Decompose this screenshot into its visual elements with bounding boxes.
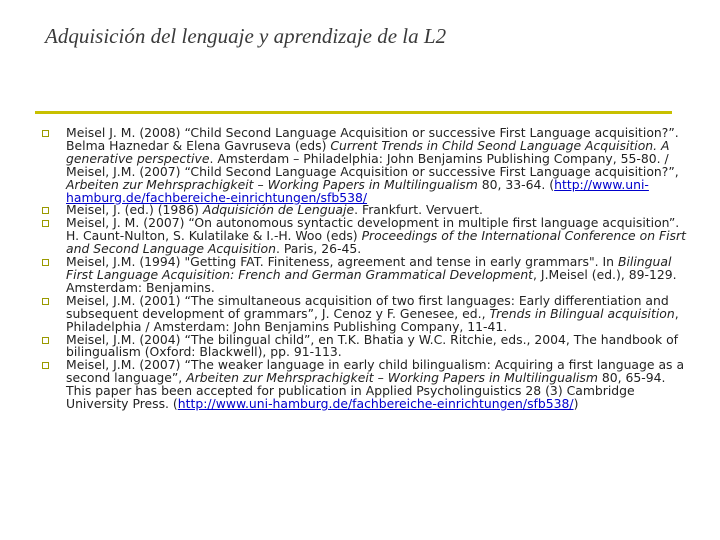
reference-text: 80, 33-64. (: [477, 176, 555, 192]
reference-text: 80, 65-94. This paper has been accepted for publication in Applied Psycholinguistics 28 (3) Cambridge University Press. (: [66, 370, 666, 412]
reference-item: [40, 331, 692, 360]
reference-italic: Bilingual First Language Acquisition: French and German Grammatical Development: [66, 254, 672, 282]
reference-text: Meisel, J.M. (2001) “The simultaneous acquisition of two first languages: Early differentiation and subsequent development of grammars”, J. Cenoz y F. Genesee, ed.,: [66, 292, 669, 321]
reference-item: [40, 292, 692, 334]
square-bullet-icon: [42, 337, 49, 344]
reference-link[interactable]: http://www.uni-hamburg.de/fachbereiche-einrichtungen/sfb538/: [177, 396, 574, 412]
reference-text: Meisel J. M. (2008) “Child Second Language Acquisition or successive First Language acquisition?”. Belma Haznedar & Elena Gavruseva (eds): [66, 125, 679, 153]
square-bullet-icon: [42, 298, 49, 305]
title-divider: [35, 111, 672, 114]
reference-text: Meisel, J.M. (2004) “The bilingual child”, en T.K. Bhatia y W.C. Ritchie, eds., 2004, The handbook of bilingualism (Oxford: Blackwell), pp. 91-113.: [66, 331, 679, 360]
reference-text: Meisel, J. M. (2007) “On autonomous syntactic development in multiple first language acquisition”. H. Caunt-Nulton, S. Kulatilake & I.-H. Woo (eds): [66, 215, 680, 244]
reference-italic: Arbeiten zur Mehrsprachigkeit – Working Papers in Multilingualism: [186, 370, 598, 386]
reference-text: , Philadelphia / Amsterdam: John Benjamins Publishing Company, 11-41.: [66, 305, 679, 334]
square-bullet-icon: [42, 130, 49, 137]
square-bullet-icon: [42, 259, 49, 266]
slide-title: Adquisición del lenguaje y aprendizaje de la L2: [45, 24, 447, 48]
reference-italic: Current Trends in Child Seond Language Acquisition. A generative perspective: [66, 137, 670, 166]
reference-text: Meisel, J.M. (1994) "Getting FAT. Finiteness, agreement and tense in early grammars". In: [66, 254, 618, 270]
reference-item: [40, 127, 692, 204]
reference-text: , J.Meisel (ed.), 89-129. Amsterdam: Benjamins.: [66, 266, 677, 295]
reference-list: [40, 127, 692, 411]
square-bullet-icon: [42, 362, 49, 369]
reference-text: . Frankfurt. Vervuert.: [354, 202, 483, 218]
reference-text: . Amsterdam – Philadelphia: John Benjamins Publishing Company, 55-80. / Meisel, J.M. (2007) “Child Second Language Acquisition or successive First Language acquisition?”,: [66, 150, 679, 179]
square-bullet-icon: [42, 207, 49, 214]
reference-italic: Proceedings of the International Conference on Fisrt and Second Language Acquisition: [66, 228, 686, 257]
reference-text: Meisel, J.M. (2007) “The weaker language in early child bilingualism: Acquiring a first language as a second language”,: [66, 357, 685, 386]
reference-text: . Paris, 26-45.: [275, 241, 362, 257]
reference-italic: Adquisición de Lenguaje: [202, 202, 355, 218]
reference-item: [40, 217, 692, 256]
reference-link[interactable]: http://www.uni-hamburg.de/fachbereiche-einrichtungen/sfb538/: [66, 176, 649, 205]
reference-text: Meisel, J. (ed.) (1986): [66, 202, 203, 218]
reference-text: ): [573, 396, 579, 412]
reference-italic: Arbeiten zur Mehrsprachigkeit – Working Papers in Multilingualism: [66, 176, 478, 192]
reference-item: [40, 359, 692, 411]
reference-italic: Trends in Bilingual acquisition: [489, 305, 675, 321]
square-bullet-icon: [42, 220, 49, 227]
reference-item: [40, 256, 692, 295]
